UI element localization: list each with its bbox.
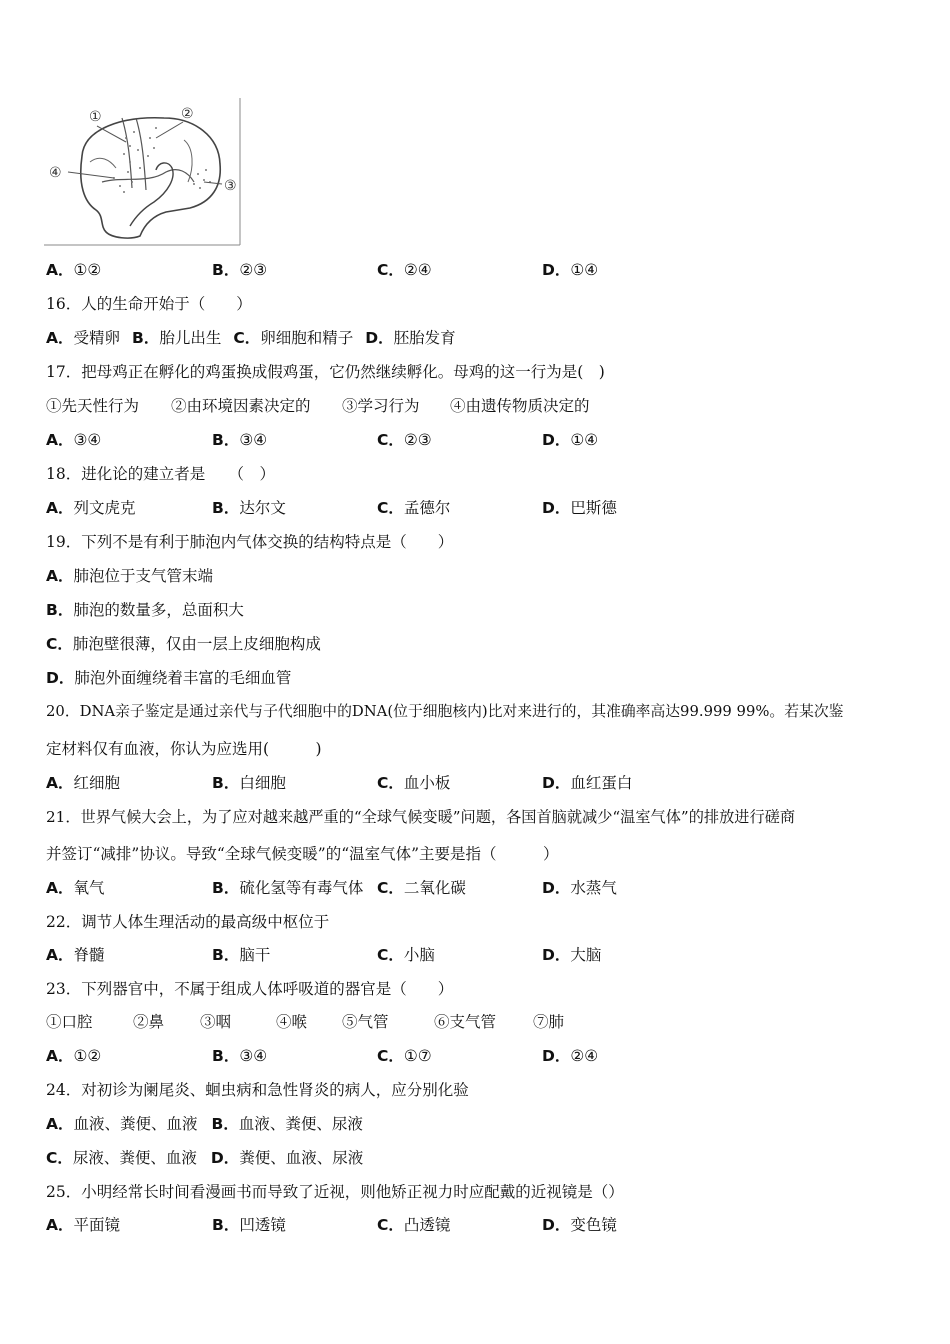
- q17-option-b: B．③④: [212, 431, 268, 449]
- q15-option-d: D．①④: [542, 261, 599, 279]
- q25-option-a: A．平面镜: [46, 1216, 121, 1234]
- q23-option-d: D．②④: [542, 1047, 599, 1065]
- q24-options-cd: C．尿液、粪便、血液 D．粪便、血液、尿液: [46, 1149, 364, 1167]
- q17-item-1: ①先天性行为: [46, 397, 140, 415]
- q17-item-4: ④由遗传物质决定的: [450, 397, 590, 415]
- q23-item-4: ④喉: [276, 1013, 308, 1031]
- q19-option-a: A．肺泡位于支气管末端: [46, 567, 214, 585]
- q20-stem-line2: 定材料仅有血液，你认为应选用( ): [46, 740, 322, 758]
- q22-stem: 22．调节人体生理活动的最高级中枢位于: [46, 913, 330, 931]
- q16-options: A．受精卵 B．胎儿出生 C．卵细胞和精子 D．胚胎发育: [46, 329, 456, 347]
- q23-item-6: ⑥支气管: [434, 1013, 497, 1031]
- q22-option-c: C．小脑: [377, 946, 435, 964]
- q25-option-b: B．凹透镜: [212, 1216, 286, 1234]
- figure-label-1: ①: [89, 109, 102, 125]
- figure-label-4: ④: [49, 165, 62, 181]
- figure-label-2: ②: [181, 106, 194, 122]
- q20-option-a: A．红细胞: [46, 774, 121, 792]
- q20-stem-line1: 20．DNA亲子鉴定是通过亲代与子代细胞中的DNA(位于细胞核内)比对来进行的，其准确率高达99.999 99%。若某次鉴: [46, 703, 844, 720]
- q25-option-c: C．凸透镜: [377, 1216, 451, 1234]
- q17-stem: 17．把母鸡正在孵化的鸡蛋换成假鸡蛋，它仍然继续孵化。母鸡的这一行为是( ): [46, 363, 605, 381]
- q21-option-b: B．硫化氢等有毒气体: [212, 879, 364, 897]
- q17-option-d: D．①④: [542, 431, 599, 449]
- q19-option-b: B．肺泡的数量多，总面积大: [46, 601, 244, 619]
- q21-option-d: D．水蒸气: [542, 879, 617, 897]
- q15-option-b: B．②③: [212, 261, 268, 279]
- q17-option-a: A．③④: [46, 431, 102, 449]
- q24-stem: 24．对初诊为阑尾炎、蛔虫病和急性肾炎的病人，应分别化验: [46, 1081, 469, 1099]
- q17-item-3: ③学习行为: [342, 397, 420, 415]
- brain-figure: [44, 98, 242, 246]
- q24-options-ab: A．血液、粪便、血液 B．血液、粪便、尿液: [46, 1115, 363, 1133]
- q23-item-2: ②鼻: [133, 1013, 165, 1031]
- q20-option-c: C．血小板: [377, 774, 451, 792]
- q23-item-7: ⑦肺: [533, 1013, 565, 1031]
- q21-stem-line2: 并签订“减排”协议。导致“全球气候变暖”的“温室气体”主要是指（ ）: [46, 845, 559, 863]
- q18-option-d: D．巴斯德: [542, 499, 617, 517]
- q19-stem: 19．下列不是有利于肺泡内气体交换的结构特点是（ ）: [46, 533, 454, 551]
- q23-option-c: C．①⑦: [377, 1047, 432, 1065]
- q19-option-d: D．肺泡外面缠绕着丰富的毛细血管: [46, 669, 292, 687]
- q22-option-b: B．脑干: [212, 946, 271, 964]
- q23-option-a: A．①②: [46, 1047, 102, 1065]
- q22-option-a: A．脊髓: [46, 946, 105, 964]
- q21-option-c: C．二氧化碳: [377, 879, 466, 897]
- q17-item-2: ②由环境因素决定的: [171, 397, 311, 415]
- q23-stem: 23．下列器官中，不属于组成人体呼吸道的器官是（ ）: [46, 980, 454, 998]
- q23-item-3: ③咽: [200, 1013, 232, 1031]
- q25-stem: 25．小明经常长时间看漫画书而导致了近视，则他矫正视力时应配戴的近视镜是（）: [46, 1183, 624, 1201]
- q17-option-c: C．②③: [377, 431, 432, 449]
- q18-option-a: A．列文虎克: [46, 499, 136, 517]
- figure-label-3: ③: [224, 178, 237, 194]
- q18-stem: 18．进化论的建立者是 （ ）: [46, 465, 275, 483]
- q18-option-c: C．孟德尔: [377, 499, 451, 517]
- q20-option-d: D．血红蛋白: [542, 774, 633, 792]
- q23-item-1: ①口腔: [46, 1013, 93, 1031]
- q16-stem: 16．人的生命开始于（ ）: [46, 295, 252, 313]
- q15-option-a: A．①②: [46, 261, 102, 279]
- q21-stem-line1: 21．世界气候大会上，为了应对越来越严重的“全球气候变暖”问题，各国首脑就减少“温室气体”的排放进行磋商: [46, 808, 796, 826]
- q22-option-d: D．大脑: [542, 946, 602, 964]
- q18-option-b: B．达尔文: [212, 499, 286, 517]
- q23-item-5: ⑤气管: [342, 1013, 389, 1031]
- q20-option-b: B．白细胞: [212, 774, 286, 792]
- q19-option-c: C．肺泡壁很薄，仅由一层上皮细胞构成: [46, 635, 321, 653]
- q23-option-b: B．③④: [212, 1047, 268, 1065]
- q15-option-c: C．②④: [377, 261, 432, 279]
- q21-option-a: A．氧气: [46, 879, 105, 897]
- q25-option-d: D．变色镜: [542, 1216, 617, 1234]
